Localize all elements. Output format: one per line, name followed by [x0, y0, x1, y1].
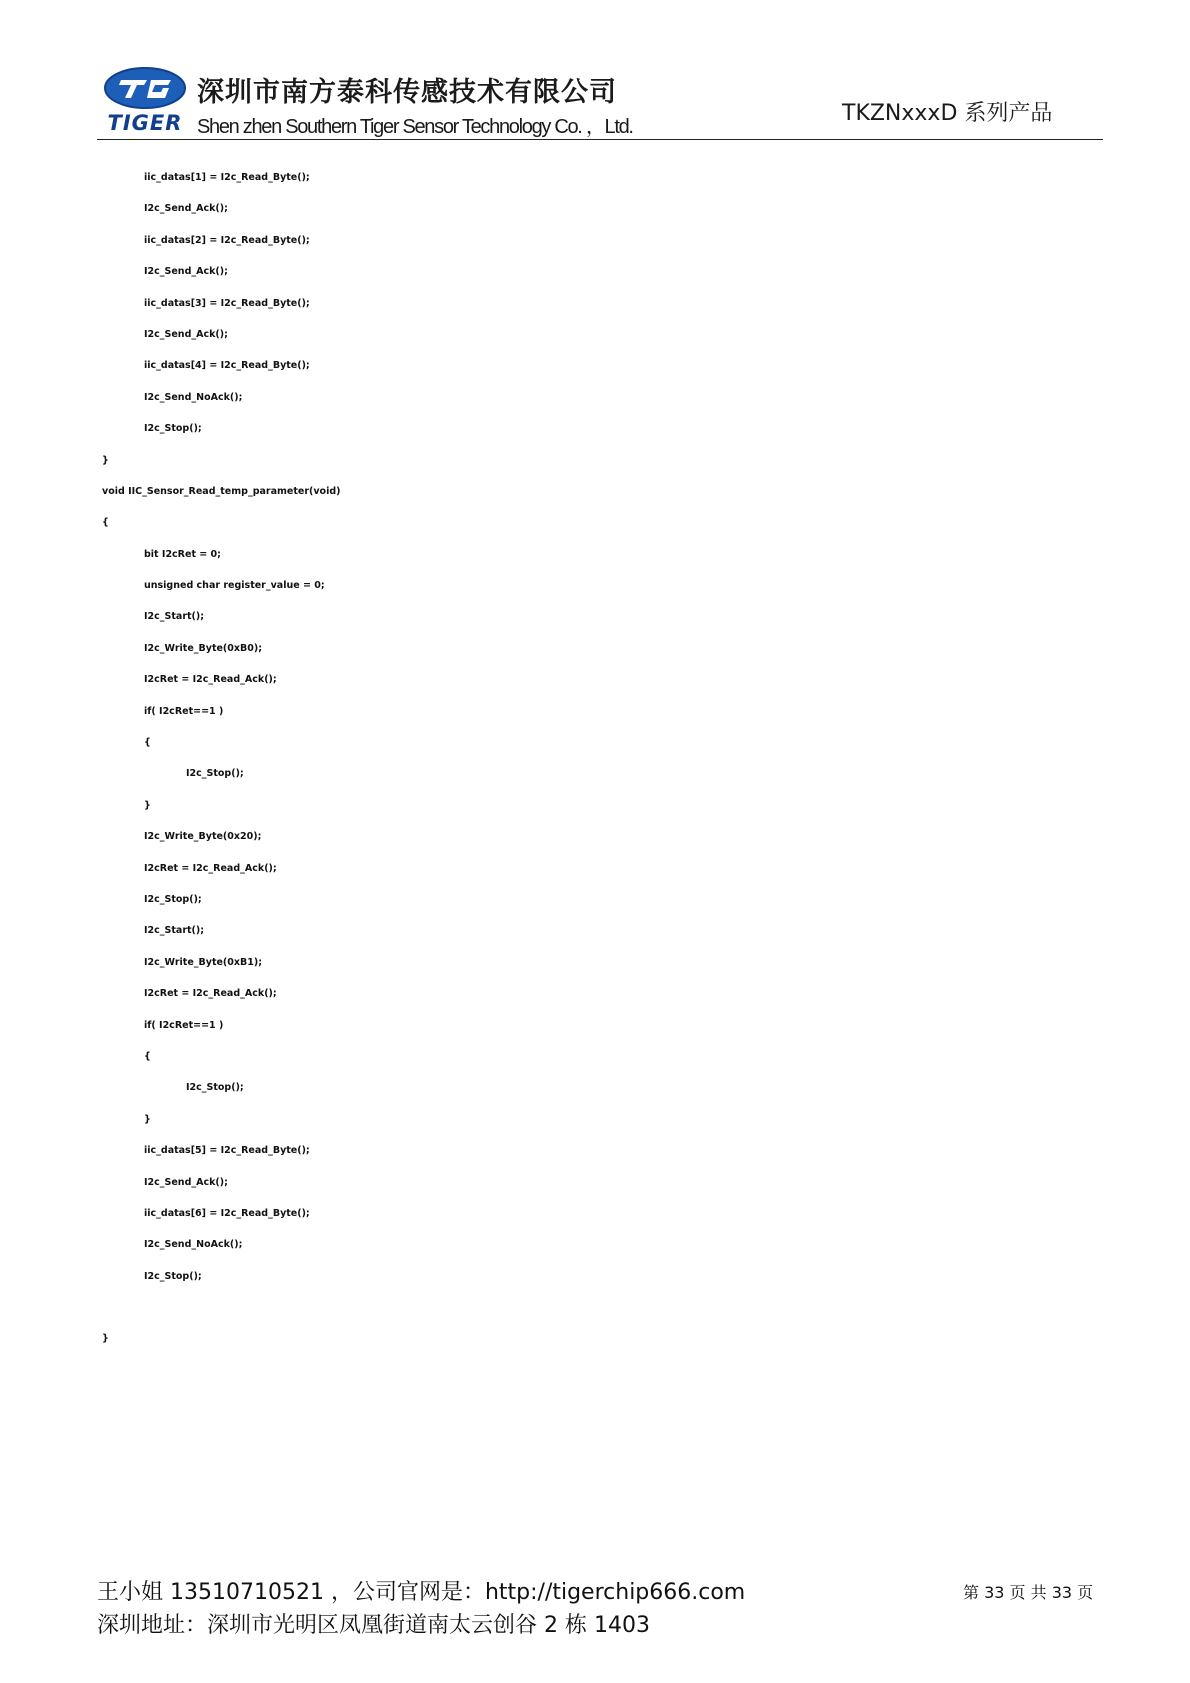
- code-line: I2c_Send_Ack();: [144, 203, 228, 215]
- product-series: TKZNxxxD 系列产品: [842, 101, 1053, 126]
- code-line: void IIC_Sensor_Read_temp_parameter(void): [102, 485, 341, 497]
- footer-contact: [97, 1576, 745, 1642]
- code-line: I2cRet = I2c_Read_Ack();: [144, 674, 277, 686]
- footer-address-line: 深圳地址：深圳市光明区凤凰街道南太云创谷 2 栋 1403: [97, 1613, 650, 1638]
- code-line: iic_datas[4] = I2c_Read_Byte();: [144, 360, 310, 372]
- code-line: if( I2cRet==1 ): [144, 705, 224, 717]
- company-name-en: Shen zhen Southern Tiger Sensor Technology Co. ，Ltd.: [197, 116, 633, 138]
- page-header: [0, 0, 1190, 150]
- code-listing: [102, 172, 1002, 1365]
- code-line: }: [102, 454, 109, 466]
- company-name-cn: 深圳市南方泰科传感技术有限公司: [197, 77, 617, 108]
- code-line: {: [144, 737, 151, 749]
- code-line: iic_datas[6] = I2c_Read_Byte();: [144, 1207, 310, 1219]
- code-line: [102, 1302, 1002, 1333]
- code-line: I2c_Stop();: [144, 893, 202, 905]
- logo-wordmark: TIGER: [107, 111, 183, 135]
- code-line: I2c_Stop();: [144, 423, 202, 435]
- code-line: }: [144, 1113, 151, 1125]
- code-line: I2c_Send_NoAck();: [144, 1239, 243, 1251]
- code-line: I2c_Start();: [144, 925, 205, 937]
- code-line: I2c_Stop();: [186, 768, 244, 780]
- code-line: bit I2cRet = 0;: [144, 548, 221, 560]
- header-divider: [97, 139, 1103, 140]
- page-number: 第 33 页 共 33 页: [963, 1583, 1094, 1602]
- code-line: }: [102, 1333, 109, 1345]
- code-line: I2c_Write_Byte(0xB0);: [144, 642, 263, 654]
- code-line: I2cRet = I2c_Read_Ack();: [144, 862, 277, 874]
- code-line: iic_datas[5] = I2c_Read_Byte();: [144, 1145, 310, 1157]
- footer-contact-line: 王小姐 13510710521 ，公司官网是：http://tigerchip666.com: [97, 1580, 746, 1605]
- code-line: if( I2cRet==1 ): [144, 1019, 224, 1031]
- code-line: I2c_Send_Ack();: [144, 266, 228, 278]
- code-line: unsigned char register_value = 0;: [144, 580, 325, 592]
- code-line: I2c_Start();: [144, 611, 205, 623]
- code-line: iic_datas[2] = I2c_Read_Byte();: [144, 234, 310, 246]
- code-line: I2c_Send_Ack();: [144, 328, 228, 340]
- code-line: {: [144, 1050, 151, 1062]
- code-line: I2c_Send_NoAck();: [144, 391, 243, 403]
- tiger-logo: [101, 66, 189, 138]
- code-line: I2c_Stop();: [144, 1270, 202, 1282]
- code-line: I2c_Send_Ack();: [144, 1176, 228, 1188]
- code-line: iic_datas[3] = I2c_Read_Byte();: [144, 297, 310, 309]
- code-line: I2c_Write_Byte(0xB1);: [144, 956, 263, 968]
- code-line: I2c_Stop();: [186, 1082, 244, 1094]
- code-line: iic_datas[1] = I2c_Read_Byte();: [144, 172, 310, 183]
- code-line: {: [102, 517, 109, 529]
- code-line: }: [144, 799, 151, 811]
- code-line: I2c_Write_Byte(0x20);: [144, 831, 262, 843]
- code-line: I2cRet = I2c_Read_Ack();: [144, 988, 277, 1000]
